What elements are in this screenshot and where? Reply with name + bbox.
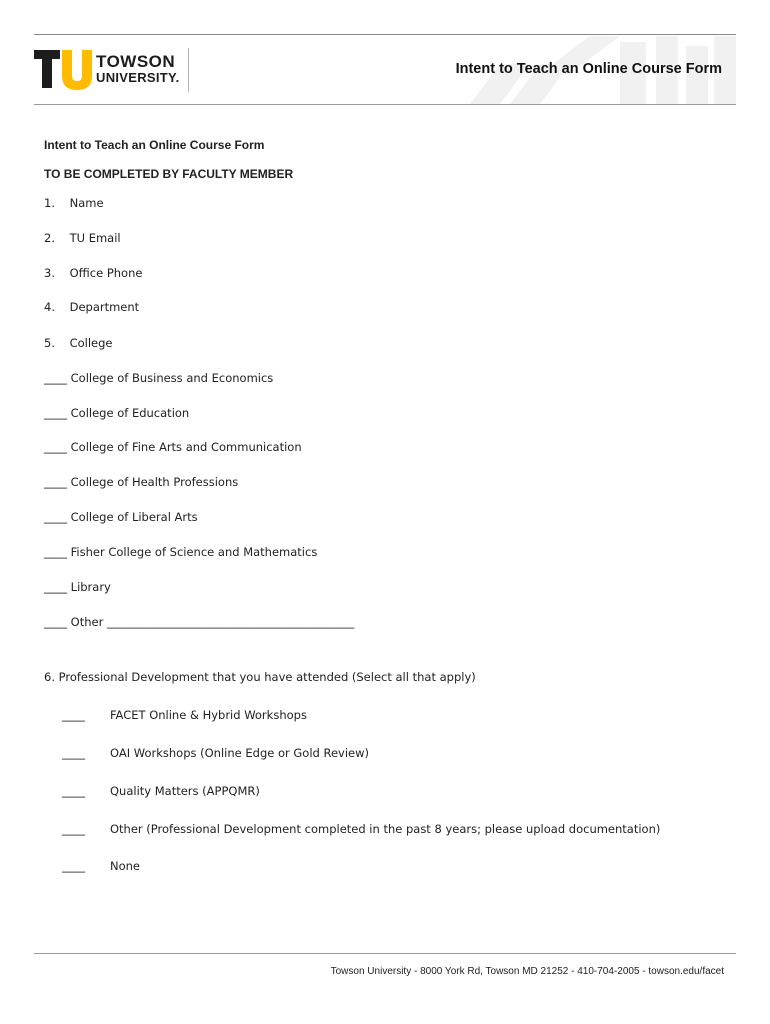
pd-option-blank: ____ [62,746,85,760]
college-option-other: ____ Other ___________________________________________ [44,615,355,629]
tu-mark-icon [34,50,92,90]
college-option: ____ College of Education [44,406,190,420]
form-heading: Intent to Teach an Online Course Form [44,138,265,152]
pd-option-label: OAI Workshops (Online Edge or Gold Review) [110,746,370,760]
college-option: ____ Fisher College of Science and Mathematics [44,545,318,559]
pd-option-label: Quality Matters (APPQMR) [110,784,260,798]
pd-option-blank: ____ [62,784,85,798]
college-option: ____ College of Health Professions [44,475,239,489]
header-rule [34,104,736,105]
pd-option-label: FACET Online & Hybrid Workshops [110,708,307,722]
college-option: ____ College of Business and Economics [44,371,274,385]
logo-wordmark-university: UNIVERSITY. [96,70,180,85]
pd-option-label: None [110,859,141,873]
pd-option-label: Other (Professional Development completed in the past 8 years; please upload documentation) [110,822,661,836]
college-option: ____ Library [44,580,111,594]
pd-option-blank: ____ [62,822,85,836]
pd-question: 6. Professional Development that you have attended (Select all that apply) [44,670,476,684]
logo-divider [188,48,189,92]
footer-address: Towson University - 8000 York Rd, Towson MD 21252 - 410-704-2005 - towson.edu/facet [330,966,724,977]
field-department-label: 4. Department [44,300,140,314]
field-phone-label: 3. Office Phone [44,266,143,280]
pd-option-blank: ____ [62,859,85,873]
footer-rule [34,953,736,954]
college-option: ____ College of Fine Arts and Communication [44,440,302,454]
form-subheading: TO BE COMPLETED BY FACULTY MEMBER [44,167,294,181]
field-name-label: 1. Name [44,196,104,210]
college-option: ____ College of Liberal Arts [44,510,198,524]
pd-option-blank: ____ [62,708,85,722]
towson-logo [34,48,194,94]
page-title: Intent to Teach an Online Course Form [455,61,722,77]
field-email-label: 2. TU Email [44,231,121,245]
top-rule [34,34,736,35]
logo-wordmark-towson: TOWSON [96,52,176,71]
field-college-label: 5. College [44,336,113,350]
